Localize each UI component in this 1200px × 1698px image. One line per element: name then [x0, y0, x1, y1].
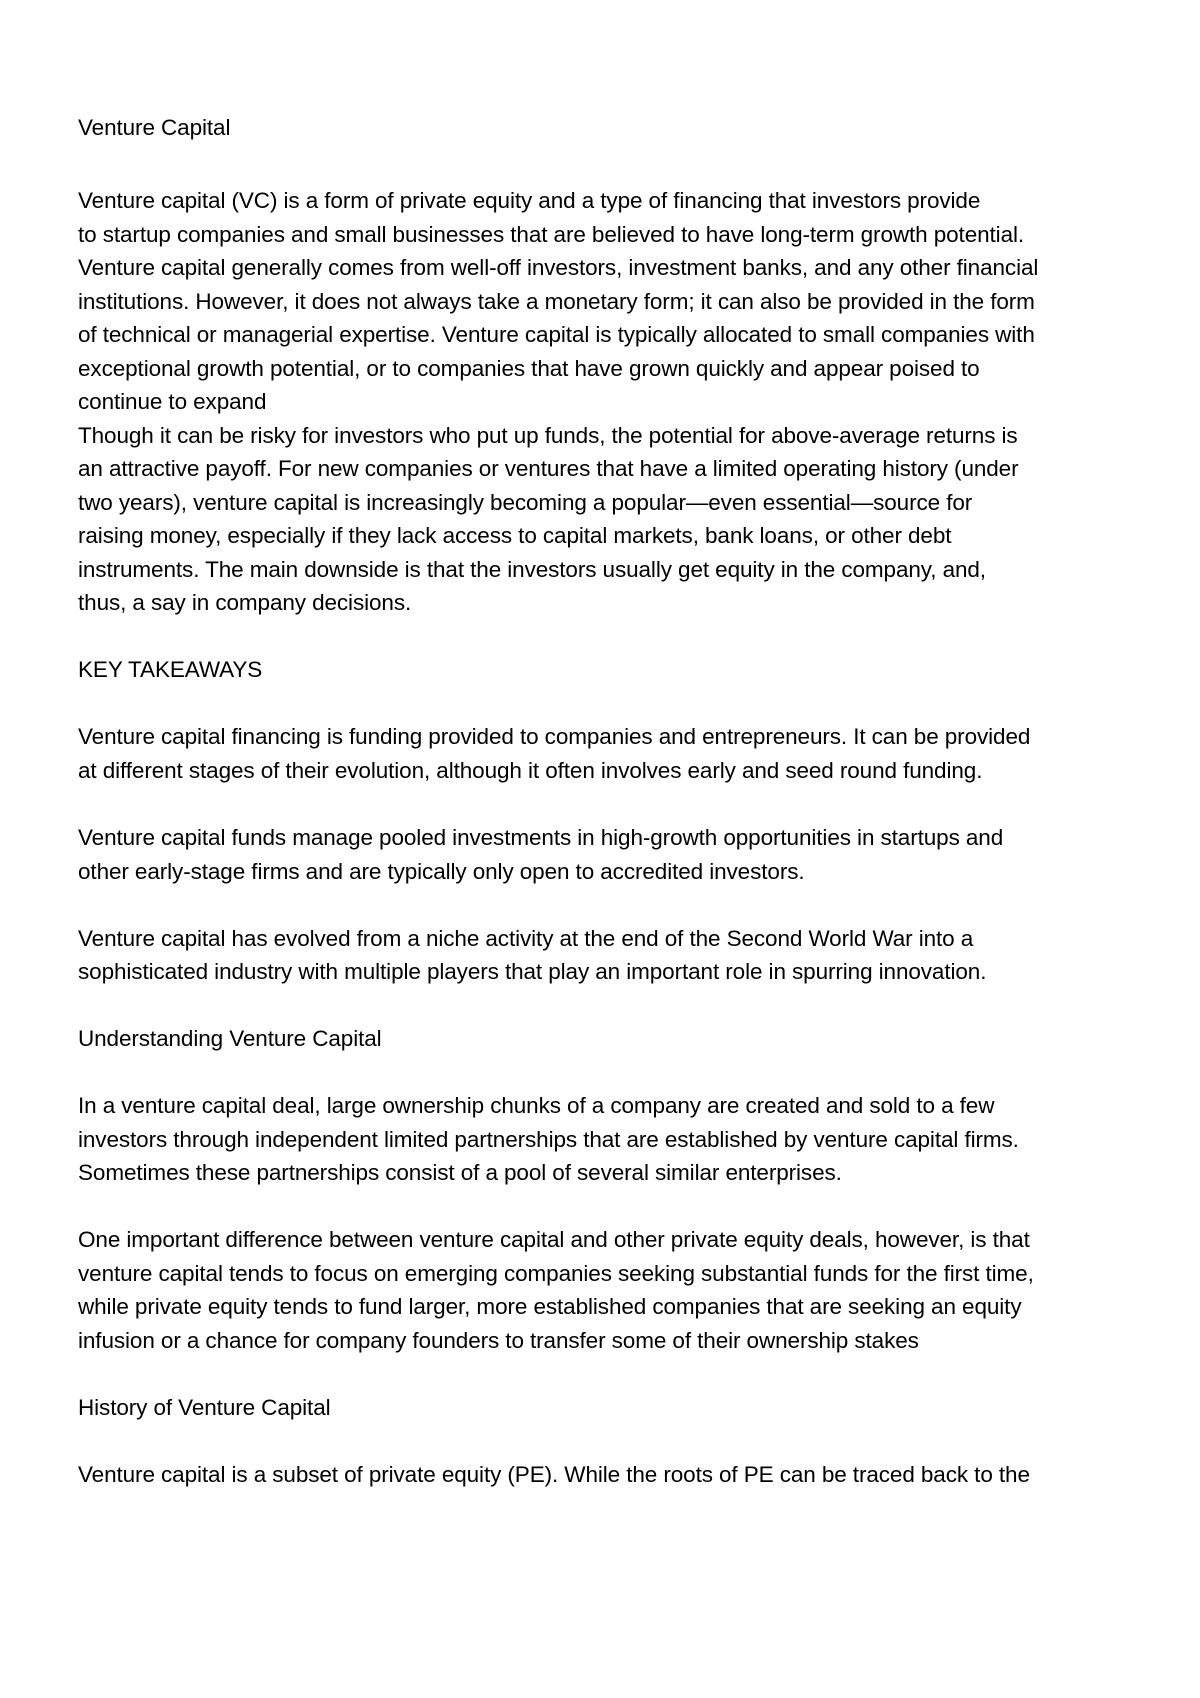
takeaway-line: at different stages of their evolution, although it often involves early and seed round funding.	[78, 758, 983, 783]
takeaway-line: Venture capital has evolved from a niche activity at the end of the Second World War into a	[78, 926, 974, 951]
understanding-line: infusion or a chance for company founders to transfer some of their ownership stakes	[78, 1328, 919, 1353]
understanding-line: One important difference between venture capital and other private equity deals, however, is that	[78, 1227, 1030, 1252]
intro-line: two years), venture capital is increasingly becoming a popular—even essential—source for	[78, 490, 973, 515]
takeaway-line: Venture capital financing is funding provided to companies and entrepreneurs. It can be provided	[78, 724, 1031, 749]
understanding-line: Sometimes these partnerships consist of a pool of several similar enterprises.	[78, 1160, 842, 1185]
intro-line: instruments. The main downside is that the investors usually get equity in the company, and,	[78, 557, 986, 582]
intro-line: an attractive payoff. For new companies or ventures that have a limited operating history (under	[78, 456, 1019, 481]
understanding-line: investors through independent limited partnerships that are established by venture capital firms.	[78, 1127, 1019, 1152]
intro-line: Venture capital generally comes from well-off investors, investment banks, and any other financial	[78, 255, 1039, 280]
intro-line: exceptional growth potential, or to companies that have grown quickly and appear poised to	[78, 356, 980, 381]
takeaway-line: other early-stage firms and are typically only open to accredited investors.	[78, 859, 805, 884]
intro-line: Venture capital (VC) is a form of private equity and a type of financing that investors provide	[78, 188, 981, 213]
key-takeaways-heading: KEY TAKEAWAYS	[78, 657, 263, 682]
intro-line: to startup companies and small businesses that are believed to have long-term growth potential.	[78, 222, 1025, 247]
understanding-line: while private equity tends to fund larger, more established companies that are seeking an equity	[78, 1294, 1022, 1319]
understanding-line: venture capital tends to focus on emerging companies seeking substantial funds for the first time,	[78, 1261, 1034, 1286]
understanding-line: In a venture capital deal, large ownership chunks of a company are created and sold to a few	[78, 1093, 995, 1118]
takeaway-line: Venture capital funds manage pooled investments in high-growth opportunities in startups and	[78, 825, 1004, 850]
intro-line: Though it can be risky for investors who put up funds, the potential for above-average returns is	[78, 423, 1018, 448]
intro-line: thus, a say in company decisions.	[78, 590, 412, 615]
document-title: Venture Capital	[78, 115, 231, 140]
intro-line: continue to expand	[78, 389, 267, 414]
intro-line: institutions. However, it does not always take a monetary form; it can also be provided in the form	[78, 289, 1035, 314]
intro-line: raising money, especially if they lack access to capital markets, bank loans, or other debt	[78, 523, 952, 548]
history-line: Venture capital is a subset of private equity (PE). While the roots of PE can be traced back to the	[78, 1462, 1030, 1487]
intro-line: of technical or managerial expertise. Venture capital is typically allocated to small companies with	[78, 322, 1035, 347]
understanding-heading: Understanding Venture Capital	[78, 1026, 382, 1051]
takeaway-line: sophisticated industry with multiple players that play an important role in spurring innovation.	[78, 959, 987, 984]
history-heading: History of Venture Capital	[78, 1395, 331, 1420]
